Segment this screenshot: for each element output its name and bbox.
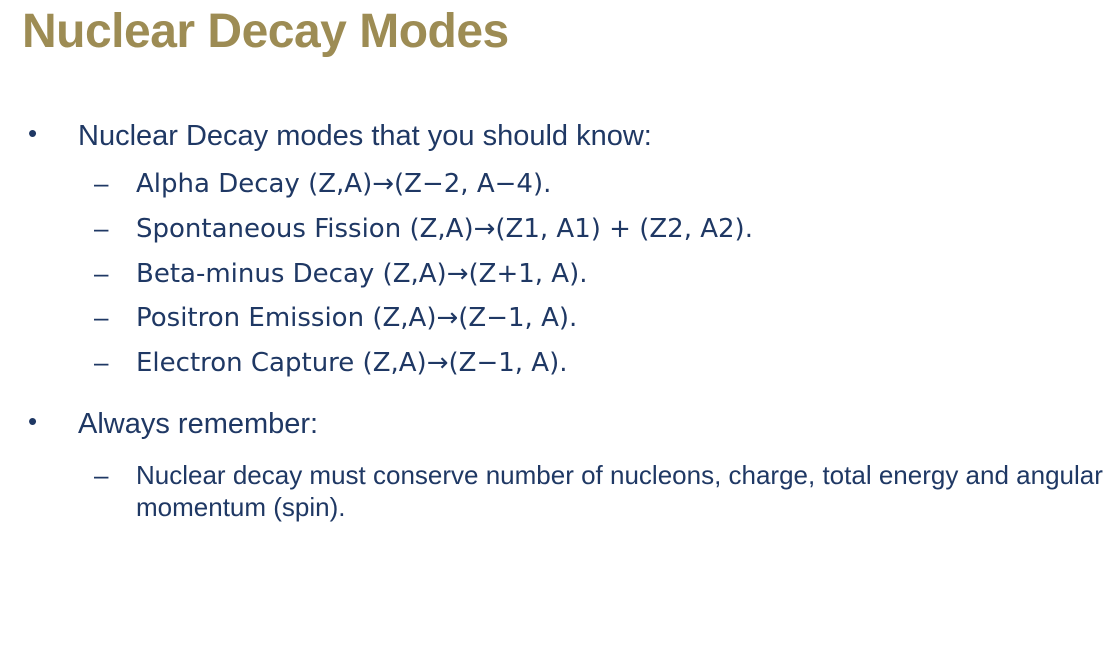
decay-modes-list [0,168,1118,380]
slide-body [0,118,1118,524]
bullet-point-icon: • [28,118,38,148]
list-item-electron-capture [0,347,1118,380]
list-item-spontaneous-fission [0,213,1118,246]
list-item-conservation-rule [0,460,1118,523]
dash-bullet-icon: – [94,257,109,288]
list-item-text: Spontaneous Fission (Z,A)→(Z1, A1) + (Z2, A2). [136,213,753,244]
dash-bullet-icon: – [94,212,109,243]
list-item-text: Electron Capture (Z,A)→(Z−1, A). [136,348,568,379]
list-item-beta-minus-decay [0,258,1118,291]
list-item-text: Beta-minus Decay (Z,A)→(Z+1, A). [136,258,588,289]
bullet-item-always-remember-heading [0,406,1118,442]
dash-bullet-icon: – [94,168,109,199]
list-item-alpha-decay [0,168,1118,201]
dash-bullet-icon: – [94,347,109,378]
sub-spacer [0,450,1118,460]
list-item-positron-emission [0,302,1118,335]
list-item-text: Nuclear decay must conserve number of nucleons, charge, total energy and angular momentum (spin). [136,460,1103,522]
bullet-text: Always remember: [78,407,319,440]
bullet-point-icon: • [28,405,38,436]
list-item-text: Alpha Decay (Z,A)→(Z−2, A−4). [136,169,552,200]
list-item-text: Positron Emission (Z,A)→(Z−1, A). [136,303,578,334]
dash-bullet-icon: – [94,460,109,491]
bullet-item-decay-modes-heading [0,118,1118,154]
page-title: Nuclear Decay Modes [22,5,509,58]
section-spacer [0,392,1118,406]
bullet-text: Nuclear Decay modes that you should know: [78,120,652,152]
dash-bullet-icon: – [94,302,109,333]
